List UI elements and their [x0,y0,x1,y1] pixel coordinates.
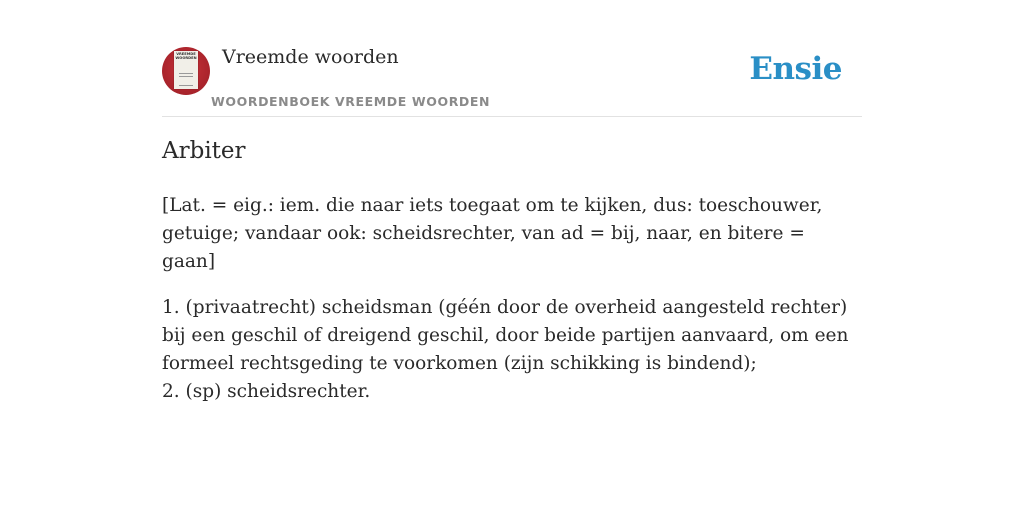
book-cover-line [179,76,193,77]
etymology-text: [Lat. = eig.: iem. die naar iets toegaat om te kijken, dus: toeschouwer, getuige; vandaar ook: scheidsrechter, van ad = bij, naar, en bitere = gaan] [162,195,823,272]
site-subtitle: WOORDENBOEK VREEMDE WOORDEN [211,94,491,109]
ensie-logo[interactable]: Ensie [749,51,842,87]
book-cover-line [179,73,193,74]
definition-item: 2. (sp) scheidsrechter. [162,381,371,402]
definition-item: 1. (privaatrecht) scheidsman (géén door de overheid aangesteld rechter) bij een geschil of dreigend geschil, door beide partijen aanvaard, om een formeel rechtsgeding te voorkomen (zijn schikking is bindend); [162,297,849,374]
book-cover-icon [174,51,198,89]
book-cover-title: VREEMDE WOORDEN [175,52,197,60]
site-title-link[interactable]: Vreemde woorden [222,46,399,68]
book-cover-line [179,85,193,86]
entry-title: Arbiter [162,138,246,164]
book-cover-avatar[interactable] [162,47,210,95]
definitions-block [162,294,862,406]
entry-body [162,192,862,424]
header [162,44,862,117]
